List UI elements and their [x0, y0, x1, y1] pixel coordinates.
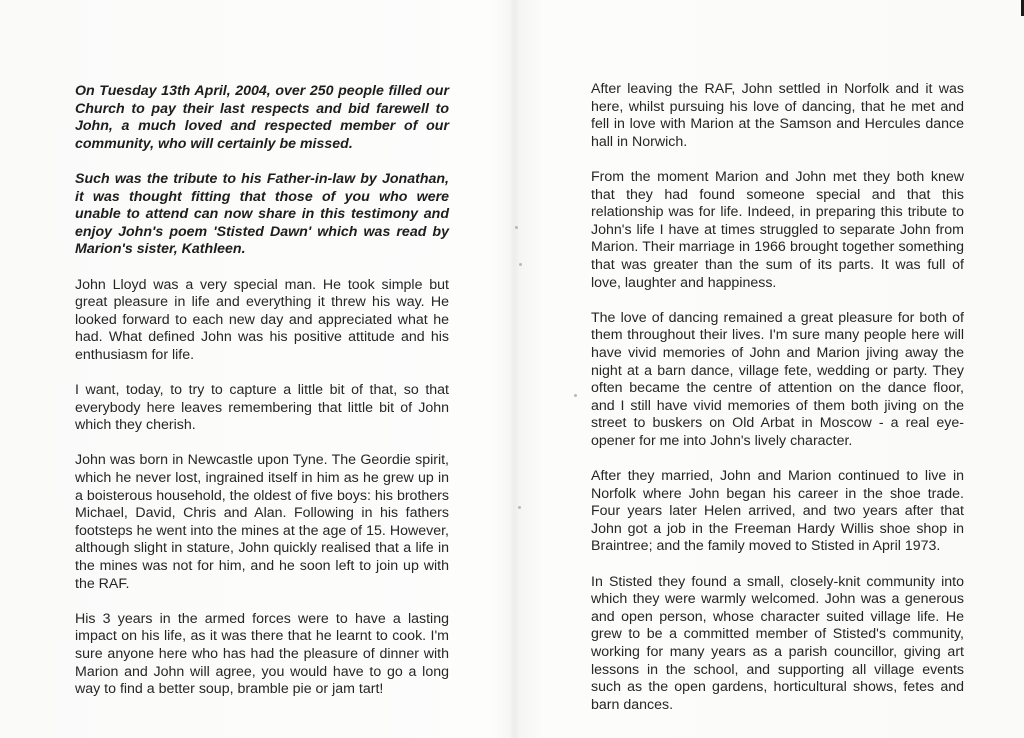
- body-paragraph: John was born in Newcastle upon Tyne. The Geordie spirit, which he never lost, ingrained itself in him as he grew up in a boisterous household, the oldest of five boys: his brothers Michael, David, Chris and Alan. Following in his fathers footsteps he went into the mines at the age of 15. However, although slight in stature, John quickly realised that a life in the mines was not for him, and he soon left to join up with the RAF.: [75, 452, 449, 592]
- body-paragraph: After leaving the RAF, John settled in Norfolk and it was here, whilst pursuing his love of dancing, that he met and fell in love with Marion at the Samson and Hercules dance hall in Norwich.: [591, 81, 964, 150]
- body-paragraph: From the moment Marion and John met they both knew that they had found someone special and that this relationship was for life. Indeed, in preparing this tribute to John's life I have at times struggled to separate John from Marion. Their marriage in 1966 brought together something that was greater than the sum of its parts. It was full of love, laughter and happiness.: [591, 168, 964, 291]
- body-paragraph: I want, today, to try to capture a little bit of that, so that everybody here leaves remembering that little bit of John which they cherish.: [75, 382, 449, 434]
- scan-speck: [518, 506, 521, 509]
- page-fold: [509, 0, 519, 738]
- scan-speck: [515, 226, 518, 229]
- body-paragraph: John Lloyd was a very special man. He took simple but great pleasure in life and everything it threw his way. He looked forward to each new day and appreciated what he had. What defined John was his positive attitude and his enthusiasm for life.: [75, 276, 449, 363]
- body-paragraph: His 3 years in the armed forces were to have a lasting impact on his life, as it was there that he learnt to cook. I'm sure anyone here who has had the pleasure of dinner with Marion and John will agree, you would have to go a long way to find a better soup, bramble pie or jam tart!: [75, 610, 449, 698]
- body-paragraph: The love of dancing remained a great pleasure for both of them throughout their lives. I'm sure many people here will have vivid memories of John and Marion jiving away the night at a barn dance, village fete, wedding or party. They often became the centre of attention on the dance floor, and I still have vivid memories of them both jiving on the street to buskers on Old Arbat in Moscow - a real eye-opener for me into John's lively character.: [591, 309, 964, 449]
- intro-paragraph: Such was the tribute to his Father-in-law by Jonathan, it was thought fitting that those of you who were unable to attend can now share in this testimony and enjoy John's poem 'Stisted Dawn' which was read by Marion's sister, Kathleen.: [75, 170, 449, 258]
- scan-speck: [519, 263, 522, 266]
- body-paragraph: In Stisted they found a small, closely-knit community into which they were warmly welcomed. John was a generous and open person, whose character suited village life. He grew to be a committed member of Stisted's community, working for many years as a parish councillor, giving art lessons in the school, and supporting all village events such as the open gardens, horticultural shows, fetes and barn dances.: [591, 573, 964, 713]
- intro-paragraph: On Tuesday 13th April, 2004, over 250 people filled our Church to pay their last respects and bid farewell to John, a much loved and respected member of our community, who will certainly be missed.: [75, 83, 449, 152]
- scan-speck: [574, 394, 577, 397]
- left-page-column: [75, 83, 449, 716]
- body-paragraph: After they married, John and Marion continued to live in Norfolk where John began his career in the shoe trade. Four years later Helen arrived, and two years after that John got a job in the Freeman Hardy Willis shoe shop in Braintree; and the family moved to Stisted in April 1973.: [591, 468, 964, 555]
- right-page-column: [591, 81, 964, 732]
